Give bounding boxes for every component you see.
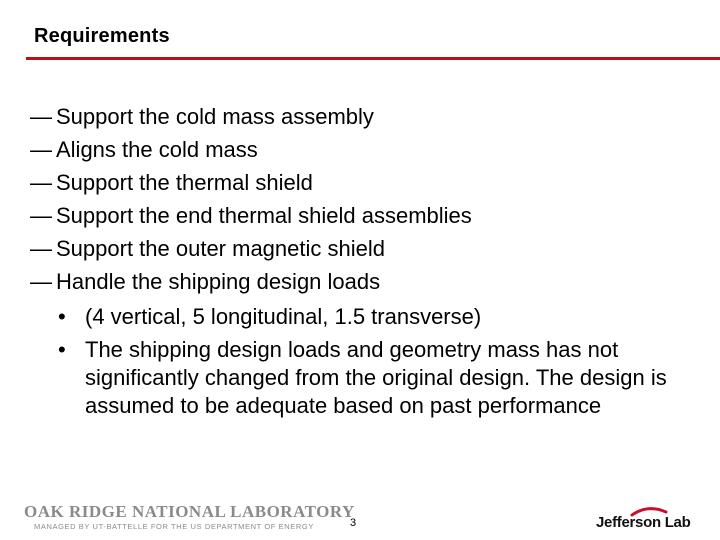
ornl-tagline: MANAGED BY UT-BATTELLE FOR THE US DEPARTMENT OF ENERGY xyxy=(34,522,314,531)
slide-title: Requirements xyxy=(34,25,170,47)
bullet-item xyxy=(30,236,385,262)
bullet-text: Support the cold mass assembly xyxy=(56,104,374,129)
sub-bullet-text: (4 vertical, 5 longitudinal, 1.5 transverse) xyxy=(85,304,482,329)
dash-marker: — xyxy=(30,236,52,261)
bullet-item xyxy=(30,203,472,229)
sub-bullet-item xyxy=(58,303,698,331)
bullet-item xyxy=(30,170,313,196)
sub-bullet-text: The shipping design loads and geometry mass has not significantly changed from the original design. The design is assumed to be adequate based on past performance xyxy=(85,337,667,418)
title-divider xyxy=(26,57,720,60)
dash-marker: — xyxy=(30,269,52,294)
bullet-text: Handle the shipping design loads xyxy=(56,269,381,294)
bullet-text: Aligns the cold mass xyxy=(56,137,258,162)
dot-marker: • xyxy=(58,304,66,329)
bullet-item xyxy=(30,137,258,163)
dot-marker: • xyxy=(58,337,66,362)
dash-marker: — xyxy=(30,104,52,129)
bullet-text: Support the thermal shield xyxy=(56,170,313,195)
page-number: 3 xyxy=(350,517,357,529)
dash-marker: — xyxy=(30,203,52,228)
bullet-text: Support the outer magnetic shield xyxy=(56,236,385,261)
jlab-logo: Jefferson Lab xyxy=(596,514,691,531)
dash-marker: — xyxy=(30,137,52,162)
bullet-item xyxy=(30,269,380,295)
bullet-text: Support the end thermal shield assemblies xyxy=(56,203,472,228)
dash-marker: — xyxy=(30,170,52,195)
sub-bullet-item xyxy=(58,336,698,420)
ornl-logo: OAK RIDGE NATIONAL LABORATORY xyxy=(24,502,355,521)
bullet-item xyxy=(30,104,374,130)
